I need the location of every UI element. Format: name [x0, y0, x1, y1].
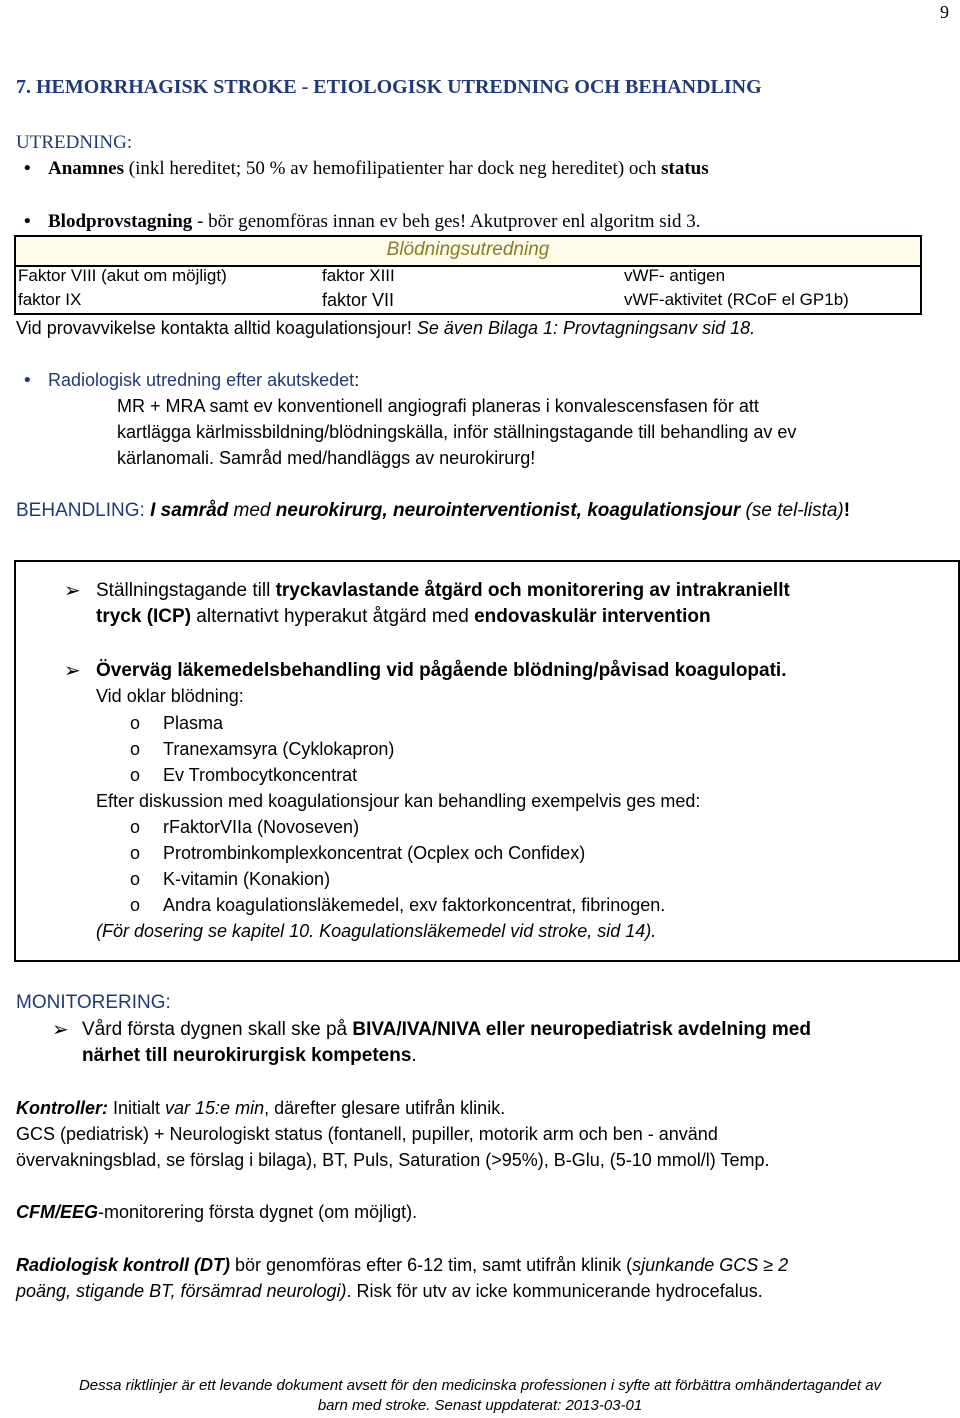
table-cell: vWF- antigen [624, 266, 726, 285]
lakemedel-mid: Efter diskussion med koagulationsjour kan behandling exempelvis ges med: [96, 791, 701, 811]
arrow-bullet-icon: ➢ [52, 1017, 69, 1041]
lakemedel-sub: Vid oklar blödning: [96, 686, 244, 706]
bullet-icon: • [22, 158, 33, 179]
radiologisk-title: Radiologisk utredning efter akutskedet: [48, 370, 360, 390]
dosering-ref: (För dosering se kapitel 10. Koagulationsläkemedel vid stroke, sid 14). [96, 921, 657, 941]
table-cell: faktor IX [18, 290, 82, 309]
table-cell: faktor XIII [322, 266, 395, 285]
list-bullet: o [130, 739, 141, 759]
list-bullet: o [130, 713, 141, 733]
radiologisk-line: MR + MRA samt ev konventionell angiografi planeras i konvalescensfasen för att [117, 396, 759, 416]
list-item: Andra koagulationsläkemedel, exv faktorkoncentrat, fibrinogen. [163, 895, 666, 915]
footer-line-1: Dessa riktlinjer är ett levande dokument avsett för den medicinska professionen i syfte att förbättra omhändertagandet av [78, 1377, 882, 1394]
radkontroll-line-2: poäng, stigande BT, försämrad neurologi). Risk för utv av icke kommunicerande hydrocefalus. [16, 1281, 763, 1301]
list-bullet: o [130, 869, 141, 889]
list-bullet: o [130, 817, 141, 837]
radkontroll-line-1: Radiologisk kontroll (DT) bör genomföras efter 6-12 tim, samt utifrån klinik (sjunkande GCS ≥ 2 [16, 1255, 789, 1275]
list-bullet: o [130, 895, 141, 915]
utredning-blodprov: Blodprovstagning - bör genomföras innan ev beh ges! Akutprover enl algoritm sid 3. [48, 211, 701, 232]
table-title: Blödningsutredning [386, 239, 550, 260]
section-heading: 7. HEMORRHAGISK STROKE - ETIOLOGISK UTREDNING OCH BEHANDLING [16, 76, 762, 98]
list-item: rFaktorVIIa (Novoseven) [163, 817, 360, 837]
footer-line-2: barn med stroke. Senast uppdaterat: 2013-03-01 [317, 1397, 643, 1414]
table-note: Vid provavvikelse kontakta alltid koagulationsjour! Se även Bilaga 1: Provtagningsanv sid 18. [16, 318, 756, 338]
table-cell: vWF-aktivitet (RCoF el GP1b) [624, 290, 849, 309]
list-bullet: o [130, 765, 141, 785]
kontroller-line-2: GCS (pediatrisk) + Neurologiskt status (fontanell, pupiller, motorik arm och ben - använd [16, 1124, 718, 1144]
monitorering-line-2: närhet till neurokirurgisk kompetens. [82, 1045, 417, 1066]
lakemedel-title: Överväg läkemedelsbehandling vid pågående blödning/påvisad koagulopati. [96, 660, 787, 681]
arrow-bullet-icon: ➢ [64, 658, 81, 682]
page-number: 9 [940, 2, 949, 22]
icp-line-2: tryck (ICP) alternativt hyperakut åtgärd med endovaskulär intervention [96, 606, 711, 627]
kontroller-line-3: övervakningsblad, se förslag i bilaga), BT, Puls, Saturation (>95%), B-Glu, (5-10 mmol/l) Temp. [16, 1150, 770, 1170]
cfm-line: CFM/EEG-monitorering första dygnet (om möjligt). [16, 1202, 418, 1222]
table-cell: Faktor VIII (akut om möjligt) [18, 266, 227, 285]
list-item: Protrombinkomplexkoncentrat (Ocplex och Confidex) [163, 843, 586, 863]
table-cell: faktor VII [322, 290, 395, 310]
list-item: K-vitamin (Konakion) [163, 869, 331, 889]
radiologisk-line: kärlanomali. Samråd med/handläggs av neurokirurg! [117, 448, 536, 468]
monitorering-line-1: Vård första dygnen skall ske på BIVA/IVA/NIVA eller neuropediatrisk avdelning med [82, 1019, 811, 1040]
monitorering-label: MONITORERING: [16, 992, 171, 1013]
arrow-bullet-icon: ➢ [64, 578, 81, 602]
bullet-icon: • [22, 370, 33, 391]
utredning-anamnes: Anamnes (inkl hereditet; 50 % av hemofilipatienter har dock neg hereditet) och status [48, 158, 709, 179]
utredning-label: UTREDNING: [16, 132, 133, 153]
radiologisk-line: kartlägga kärlmissbildning/blödningskälla, inför ställningstagande till behandling av ev [117, 422, 797, 442]
list-item: Plasma [163, 713, 224, 733]
kontroller-line-1: Kontroller: Initialt var 15:e min, därefter glesare utifrån klinik. [16, 1098, 506, 1118]
list-bullet: o [130, 843, 141, 863]
list-item: Ev Trombocytkoncentrat [163, 765, 358, 785]
bullet-icon: • [22, 211, 33, 232]
behandling-line: BEHANDLING: I samråd med neurokirurg, neurointerventionist, koagulationsjour (se tel-lista)! [16, 500, 851, 521]
list-item: Tranexamsyra (Cyklokapron) [163, 739, 395, 759]
icp-line-1: Ställningstagande till tryckavlastande åtgärd och monitorering av intrakraniellt [96, 580, 790, 601]
